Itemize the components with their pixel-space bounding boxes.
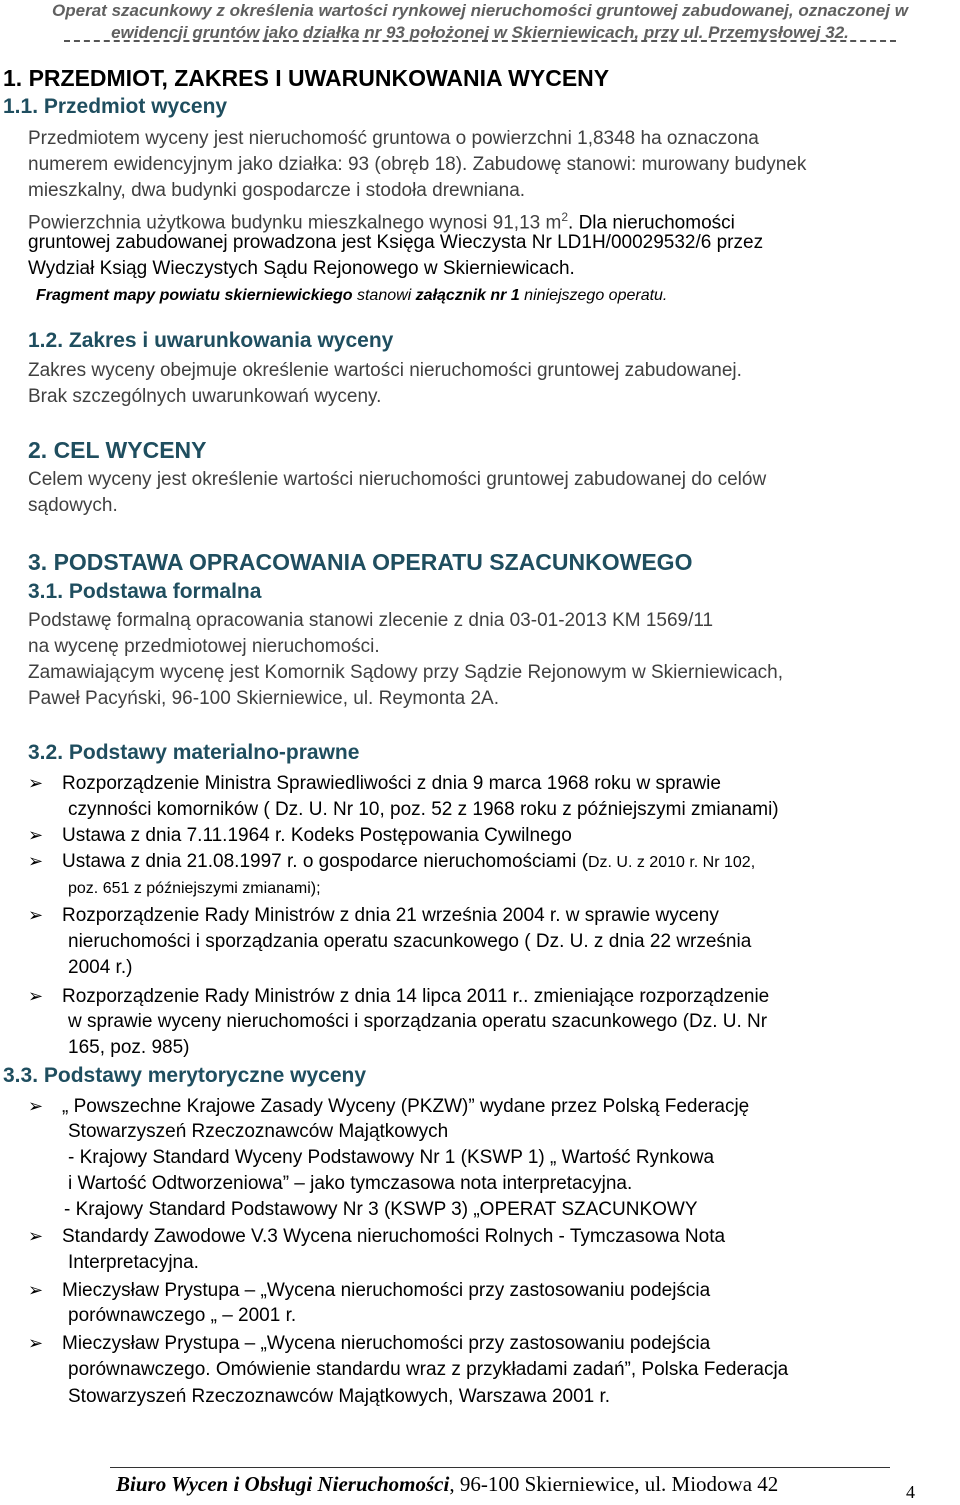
paragraph-line: numerem ewidencyjnym jako działka: 93 (obręb 18). Zabudowę stanowi: murowany budynek — [28, 154, 807, 175]
paragraph-line: sądowych. — [28, 495, 118, 516]
arrow-bullet-icon: ➢ — [28, 1096, 44, 1116]
list-item-continuation: i Wartość Odtworzeniowa” – jako tymczasowa nota interpretacyjna. — [68, 1173, 633, 1194]
list-item-continuation: w sprawie wyceny nieruchomości i sporządzania operatu szacunkowego (Dz. U. Nr — [68, 1011, 768, 1032]
arrow-bullet-icon: ➢ — [28, 851, 44, 871]
list-item-continuation: - Krajowy Standard Podstawowy Nr 3 (KSWP 3) „OPERAT SZACUNKOWY — [64, 1199, 698, 1220]
list-item-continuation: Stowarzyszeń Rzeczoznawców Majątkowych, Warszawa 2001 r. — [68, 1386, 611, 1407]
paragraph-line: mieszkalny, dwa budynki gospodarcze i stodoła drewniana. — [28, 180, 526, 201]
header-line-1: Operat szacunkowy z określenia wartości rynkowej nieruchomości gruntowej zabudowanej, oznaczonej w — [52, 1, 908, 20]
list-item-continuation: 165, poz. 985) — [68, 1037, 190, 1058]
list-item-continuation: Stowarzyszeń Rzeczoznawców Majątkowych — [68, 1121, 449, 1142]
footer-divider — [110, 1467, 890, 1468]
arrow-bullet-icon: ➢ — [28, 986, 44, 1006]
section-1-1-title: 1.1. Przedmiot wyceny — [3, 95, 228, 118]
paragraph-line: Przedmiotem wyceny jest nieruchomość gruntowa o powierzchni 1,8348 ha oznaczona — [28, 128, 759, 149]
section-3-1-title: 3.1. Podstawa formalna — [28, 580, 262, 603]
arrow-bullet-icon: ➢ — [28, 1226, 44, 1246]
list-item-continuation: 2004 r.) — [68, 957, 133, 978]
list-item: ➢ Mieczysław Prystupa – „Wycena nieruchomości przy zastosowaniu podejścia — [28, 1277, 710, 1304]
list-item: ➢ Rozporządzenie Ministra Sprawiedliwości z dnia 9 marca 1968 roku w sprawie — [28, 770, 721, 797]
paragraph-line: Powierzchnia użytkowa budynku mieszkalnego wynosi 91,13 $m^2$. Dla nieruchomości — [28, 210, 735, 234]
list-item: ➢ Ustawa z dnia 21.08.1997 r. o gospodarce nieruchomościami (Dz. U. z 2010 r. Nr 102, — [28, 848, 755, 876]
header-divider — [64, 40, 896, 42]
arrow-bullet-icon: ➢ — [28, 825, 44, 845]
footer-address: , 96-100 Skierniewice, ul. Miodowa 42 — [449, 1472, 779, 1496]
footer — [116, 1472, 778, 1497]
section-3-2-title: 3.2. Podstawy materialno-prawne — [28, 741, 360, 764]
paragraph-line: Brak szczególnych uwarunkowań wyceny. — [28, 386, 382, 407]
list-item: ➢ Ustawa z dnia 7.11.1964 r. Kodeks Postępowania Cywilnego — [28, 822, 572, 849]
paragraph-line: Celem wyceny jest określenie wartości nieruchomości gruntowej zabudowanej do celów — [28, 469, 767, 490]
list-item: ➢ Mieczysław Prystupa – „Wycena nieruchomości przy zastosowaniu podejścia — [28, 1330, 710, 1357]
section-3-title: 3. PODSTAWA OPRACOWANIA OPERATU SZACUNKOWEGO — [28, 549, 693, 575]
section-2-title: 2. CEL WYCENY — [28, 437, 207, 463]
paragraph-line: Podstawę formalną opracowania stanowi zlecenie z dnia 03-01-2013 KM 1569/11 — [28, 610, 714, 631]
arrow-bullet-icon: ➢ — [28, 905, 44, 925]
list-item-continuation: - Krajowy Standard Wyceny Podstawowy Nr 1 (KSWP 1) „ Wartość Rynkowa — [68, 1147, 715, 1168]
list-item: ➢ Standardy Zawodowe V.3 Wycena nieruchomości Rolnych - Tymczasowa Nota — [28, 1223, 725, 1250]
section-1-2-title: 1.2. Zakres i uwarunkowania wyceny — [28, 329, 394, 352]
list-item-continuation: porównawczego. Omówienie standardu wraz z przykładami zadań”, Polska Federacja — [68, 1359, 789, 1380]
list-item: ➢ Rozporządzenie Rady Ministrów z dnia 14 lipca 2011 r.. zmieniające rozporządzenie — [28, 983, 769, 1010]
list-item: ➢ „ Powszechne Krajowe Zasady Wyceny (PKZW)” wydane przez Polską Federację — [28, 1093, 749, 1120]
list-item-continuation: porównawczego „ – 2001 r. — [68, 1305, 297, 1326]
list-item-continuation: nieruchomości i sporządzania operatu szacunkowego ( Dz. U. z dnia 22 września — [68, 931, 752, 952]
paragraph-line: gruntowej zabudowanej prowadzona jest Księga Wieczysta Nr LD1H/00029532/6 przez — [28, 232, 764, 253]
section-1-title: 1. PRZEDMIOT, ZAKRES I UWARUNKOWANIA WYCENY — [3, 65, 610, 91]
paragraph-line: Zamawiającym wycenę jest Komornik Sądowy przy Sądzie Rejonowym w Skierniewicach, — [28, 662, 783, 683]
paragraph-line: Wydział Ksiąg Wieczystych Sądu Rejonowego w Skierniewicach. — [28, 258, 575, 279]
paragraph-line: Zakres wyceny obejmuje określenie wartości nieruchomości gruntowej zabudowanej. — [28, 360, 742, 381]
running-header — [0, 0, 960, 44]
arrow-bullet-icon: ➢ — [28, 773, 44, 793]
arrow-bullet-icon: ➢ — [28, 1280, 44, 1300]
footer-company: Biuro Wycen i Obsługi Nieruchomości — [116, 1472, 450, 1496]
arrow-bullet-icon: ➢ — [28, 1333, 44, 1353]
paragraph-line: na wycenę przedmiotowej nieruchomości. — [28, 636, 380, 657]
list-item-continuation: czynności komorników ( Dz. U. Nr 10, poz. 52 z 1968 roku z późniejszymi zmianami) — [68, 799, 779, 820]
list-item-continuation: poz. 651 z późniejszymi zmianami); — [68, 880, 321, 897]
paragraph-line: Paweł Pacyński, 96-100 Skierniewice, ul. Reymonta 2A. — [28, 688, 500, 709]
attachment-note: Fragment mapy powiatu skierniewickiego stanowi załącznik nr 1 niniejszego operatu. — [36, 287, 668, 304]
list-item: ➢ Rozporządzenie Rady Ministrów z dnia 21 września 2004 r. w sprawie wyceny — [28, 902, 719, 929]
list-item-continuation: Interpretacyjna. — [68, 1252, 199, 1273]
header-line-2: ewidencji gruntów jako działka nr 93 położonej w Skierniewicach, przy ul. Przemysłowej 32. — [111, 23, 849, 42]
page-number: 4 — [906, 1482, 915, 1502]
section-3-3-title: 3.3. Podstawy merytoryczne wyceny — [3, 1064, 366, 1087]
